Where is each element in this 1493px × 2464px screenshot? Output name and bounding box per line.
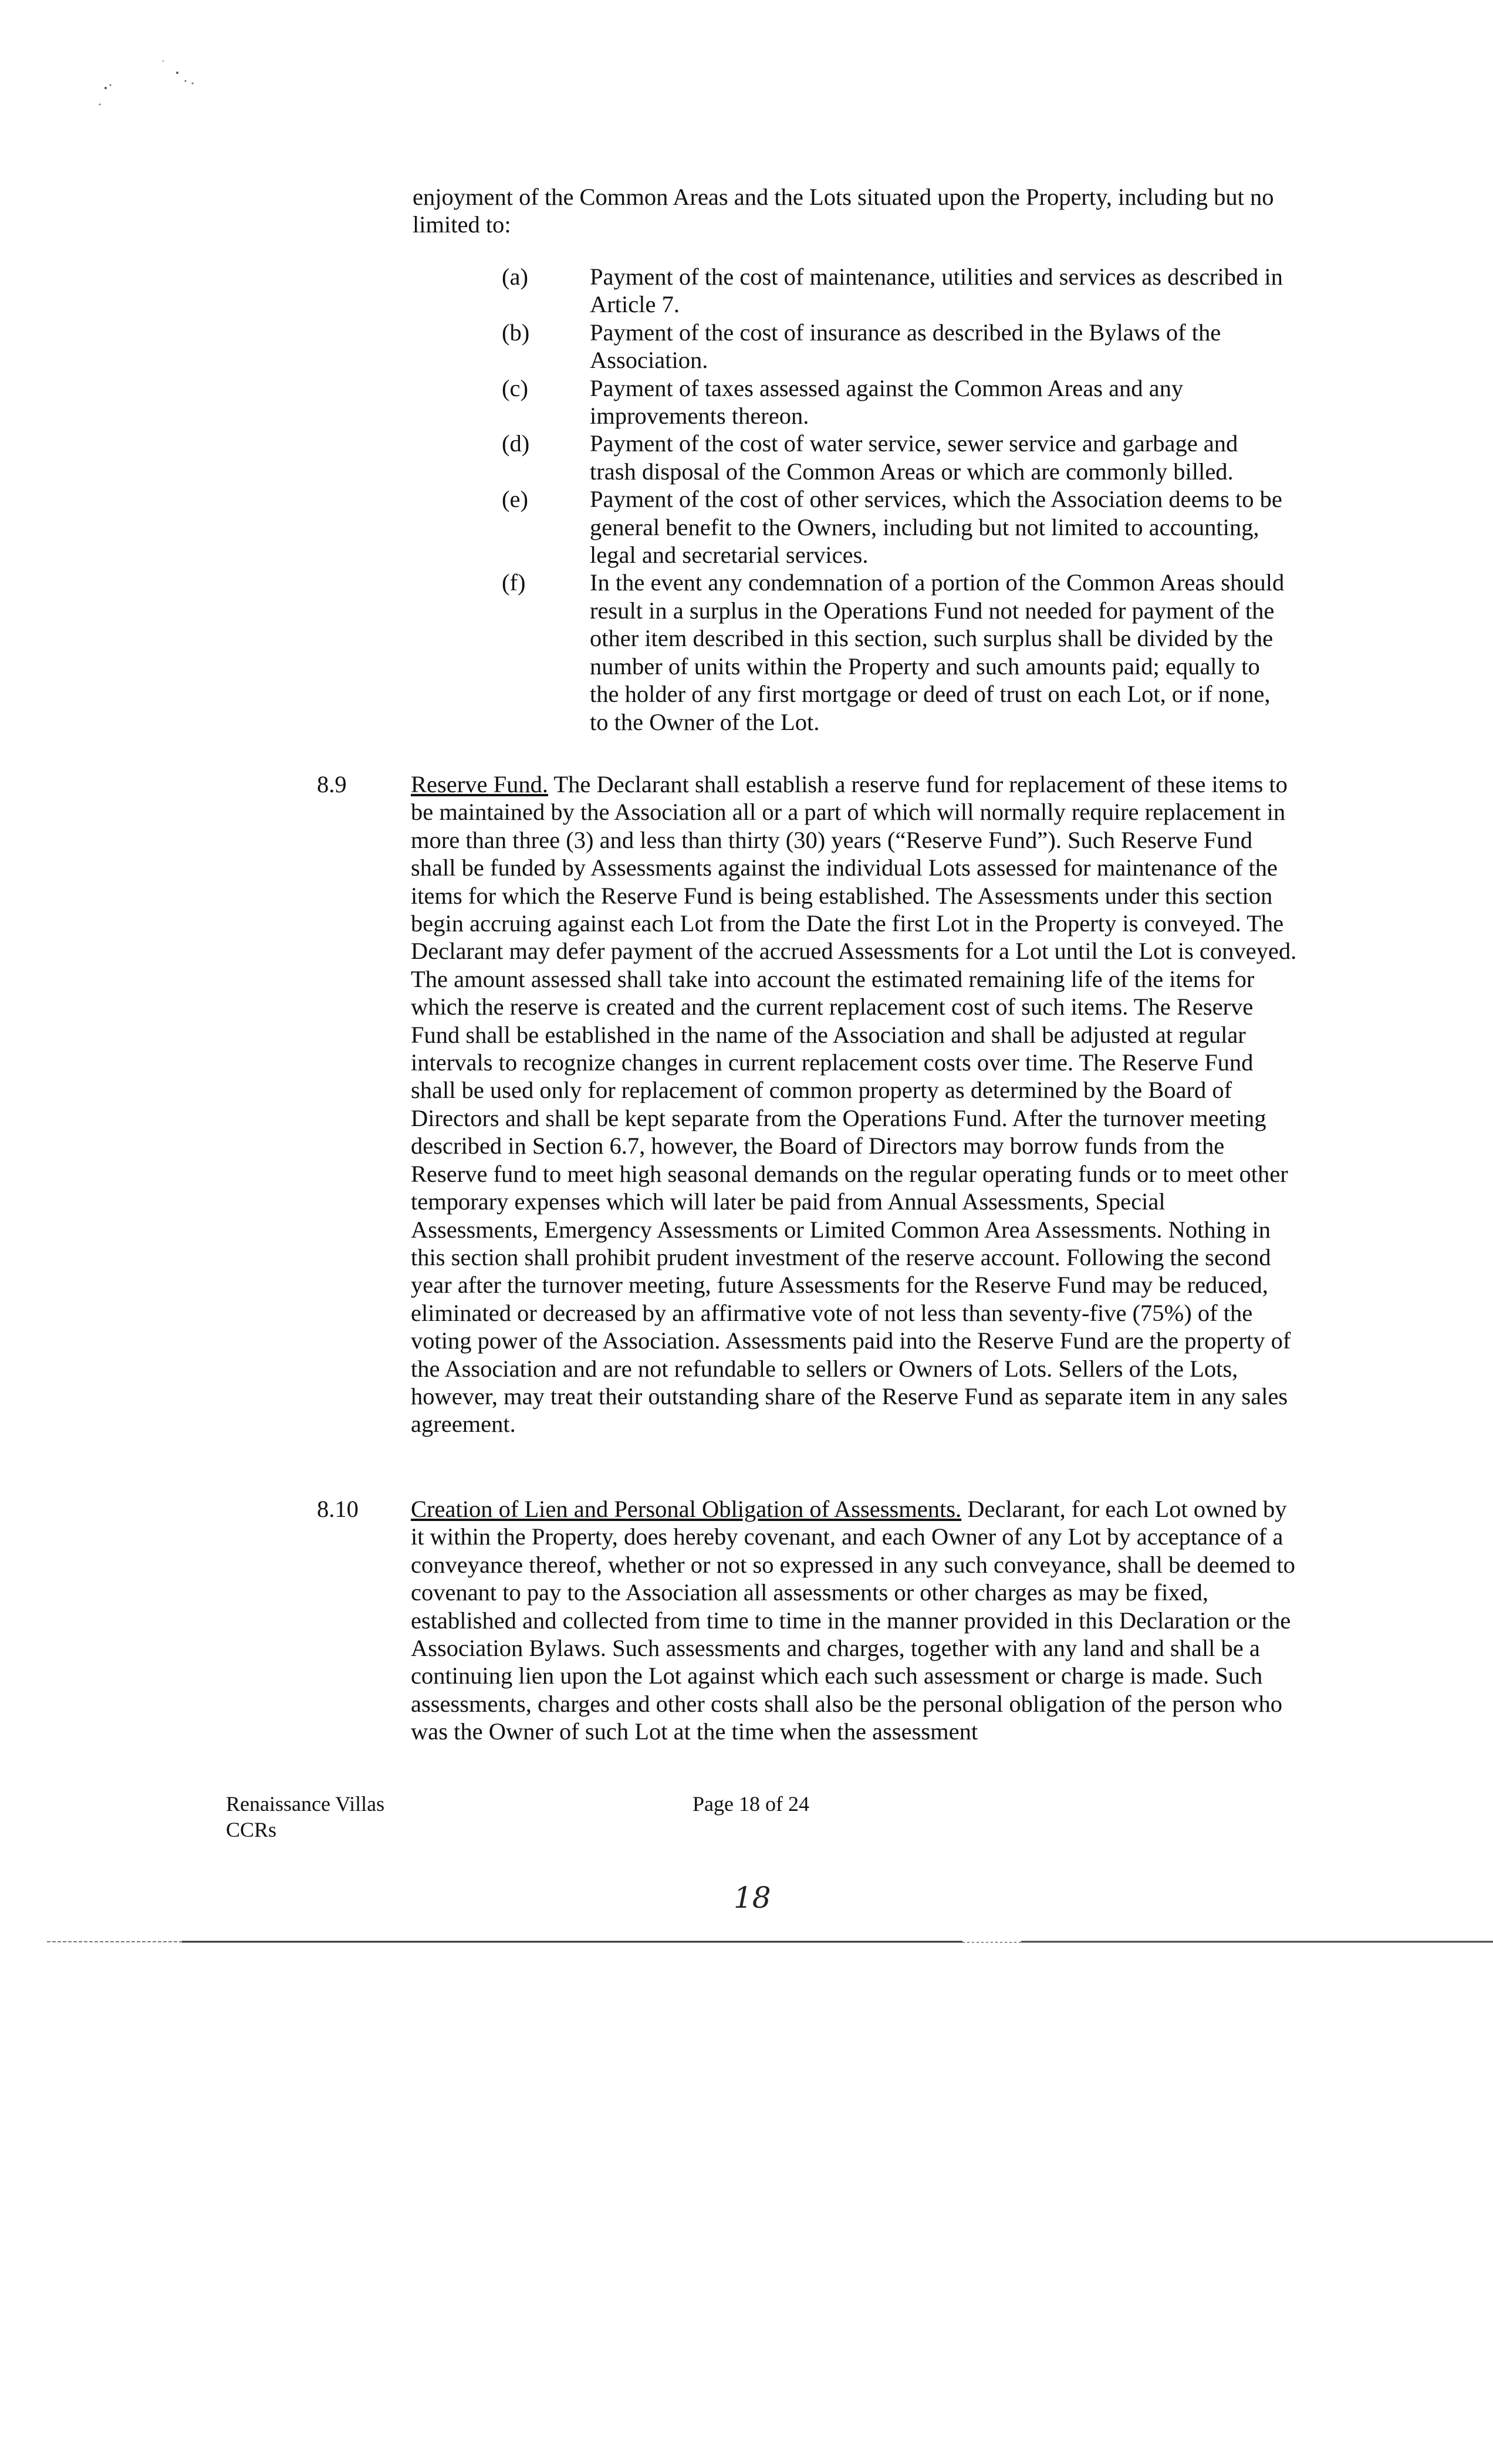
handwritten-page-number: 18	[734, 1881, 771, 1915]
section-body	[411, 1495, 1297, 1746]
list-item	[502, 374, 1323, 430]
footer-name-line: Renaissance Villas	[226, 1792, 385, 1816]
section-text: The Declarant shall establish a reserve fund for replacement of these items to be maintained by the Association all or a part of which will normally require replacement in more than three (3) and less than thirty (30) years (“Reserve Fund”). Such Reserve Fund shall be funded by Assessments against the individual Lots assessed for maintenance of the items for which the Reserve Fund is being established. The Assessments under this section begin accruing against each Lot from the Date the first Lot in the Property is conveyed. The Declarant may defer payment of the accrued Assessments for a Lot until the Lot is conveyed. The amount assessed shall take into account the estimated remaining life of the items for which the reserve is created and the current replacement cost of such items. The Reserve Fund shall be established in the name of the Association and shall be adjusted at regular intervals to recognize changes in current replacement costs over time. The Reserve Fund shall be used only for replacement of common property as determined by the Board of Directors and shall be kept separate from the Operations Fund. After the turnover meeting described in Section 6.7, however, the Board of Directors may borrow funds from the Reserve fund to meet high seasonal demands on the regular operating funds or to meet other temporary expenses which will later be paid from Annual Assessments, Special Assessments, Emergency Assessments or Limited Common Area Assessments. Nothing in this section shall prohibit prudent investment of the reserve account. Following the second year after the turnover meeting, future Assessments for the Reserve Fund may be reduced, eliminated or decreased by an affirmative vote of not less than seventy-five (75%) of the voting power of the Association. Assessments paid into the Reserve Fund are the property of the Association and are not refundable to sellers or Owners of Lots. Sellers of the Lots, however, may treat their outstanding share of the Reserve Fund as separate item in any sales agreement.	[411, 771, 1297, 1438]
footer-name-line: CCRs	[226, 1818, 277, 1841]
section-8-9	[317, 770, 1344, 1438]
list-item	[502, 430, 1323, 485]
scan-specks	[88, 59, 217, 111]
list-marker: (f)	[502, 569, 526, 596]
list-item-text: In the event any condemnation of a portion of the Common Areas should result in a surplus in the Operations Fund not needed for payment of the other item described in this section, such surplus shall be divided by the number of units within the Property and such amounts paid; equally to the holder of any first mortgage or deed of trust on each Lot, or if none, to the Owner of the Lot.	[590, 569, 1285, 735]
section-heading: Reserve Fund.	[411, 771, 548, 797]
list-item-text: Payment of the cost of maintenance, utilities and services as described in Article 7.	[590, 263, 1283, 318]
section-8-10	[317, 1495, 1344, 1746]
footer-rule	[47, 1939, 1493, 1951]
list-item	[502, 569, 1323, 735]
list-item-text: Payment of the cost of insurance as described in the Bylaws of the Association.	[590, 319, 1221, 374]
list-marker: (a)	[502, 263, 528, 290]
payment-list	[502, 263, 1323, 736]
list-item-text: Payment of taxes assessed against the Common Areas and any improvements thereon.	[590, 374, 1184, 430]
list-item	[502, 485, 1323, 569]
section-number: 8.9	[317, 771, 347, 797]
footer-page-number: Page 18 of 24	[693, 1792, 809, 1816]
list-marker: (d)	[502, 430, 530, 457]
section-heading: Creation of Lien and Personal Obligation of Assessments.	[411, 1496, 962, 1522]
footer-document-name	[226, 1791, 384, 1843]
intro-paragraph: enjoyment of the Common Areas and the Lots situated upon the Property, including but no limited to:	[413, 184, 1274, 238]
list-marker: (c)	[502, 374, 528, 401]
list-item	[502, 263, 1323, 319]
section-text: Declarant, for each Lot owned by it within the Property, does hereby covenant, and each Owner of any Lot by acceptance of a conveyance thereof, whether or not so expressed in any such conveyance, shall be deemed to covenant to pay to the Association all assessments or other charges as may be fixed, established and collected from time to time in the manner provided in this Declaration or the Association Bylaws. Such assessments and charges, together with any land and shall be a continuing lien upon the Lot against which each such assessment or charge is made. Such assessments, charges and other costs shall also be the personal obligation of the person who was the Owner of such Lot at the time when the assessment	[411, 1496, 1295, 1745]
list-item-text: Payment of the cost of water service, sewer service and garbage and trash disposal of the Common Areas or which are commonly billed.	[590, 430, 1238, 485]
list-item-text: Payment of the cost of other services, which the Association deems to be general benefit to the Owners, including but not limited to accounting, legal and secretarial services.	[590, 486, 1282, 569]
list-item	[502, 319, 1323, 374]
list-marker: (e)	[502, 486, 528, 513]
section-number: 8.10	[317, 1496, 359, 1522]
list-marker: (b)	[502, 319, 530, 346]
section-body	[411, 770, 1297, 1438]
